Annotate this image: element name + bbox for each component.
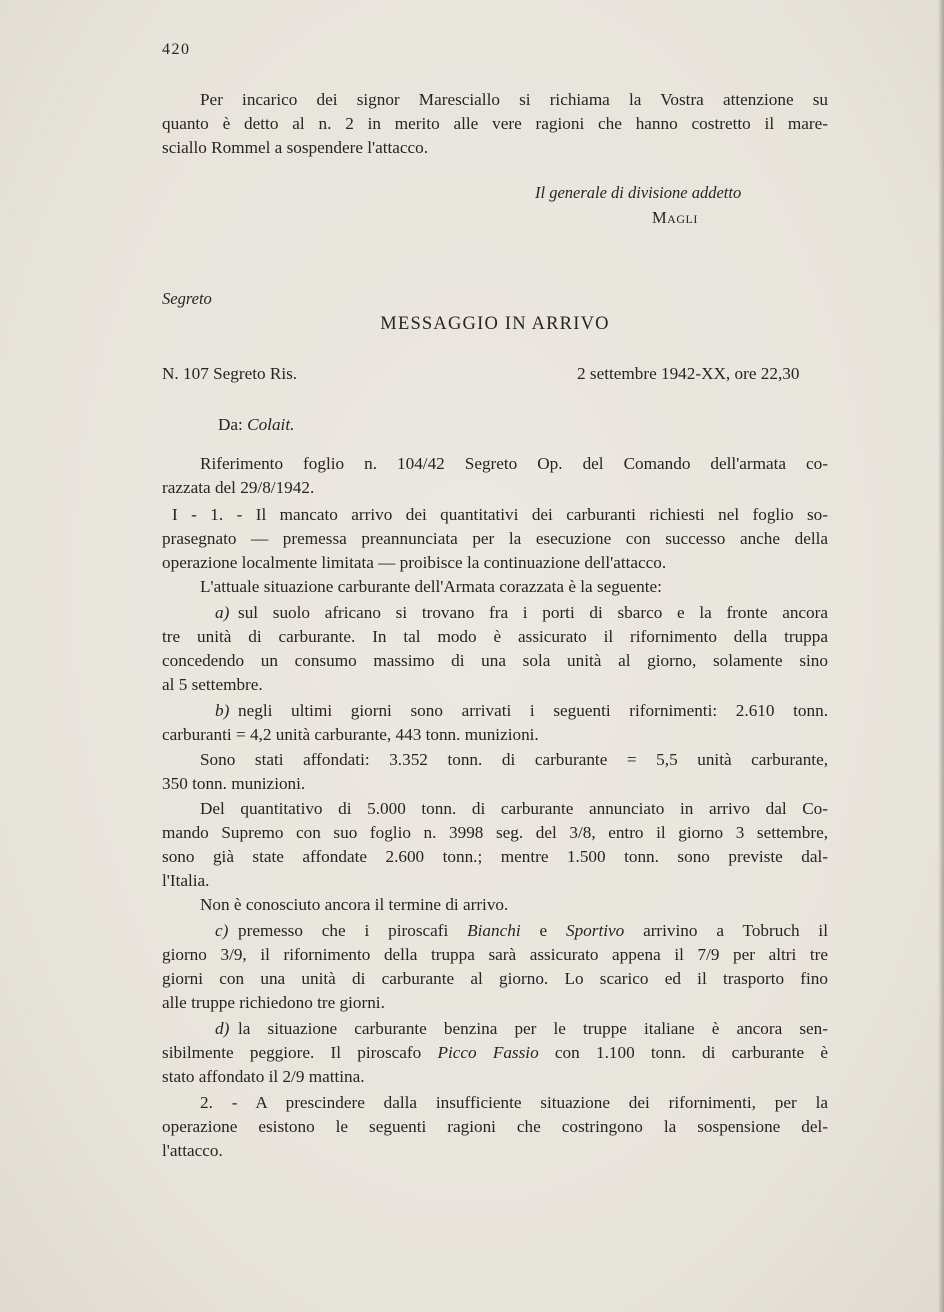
intro-line-3: sciallo Rommel a sospendere l'attacco. — [162, 138, 429, 157]
item-c-line-2: giorno 3/9, il rifornimento della truppa sarà assicurato appena il 7/9 per altri tre — [162, 945, 828, 964]
item-d-label: d) — [215, 1019, 230, 1038]
signature-role: Il generale di divisione addetto — [535, 183, 742, 202]
riferimento-line-1: Riferimento foglio n. 104/42 Segreto Op. del Comando dell'armata co- — [200, 454, 828, 473]
ship-picco-fassio: Picco Fassio — [437, 1043, 539, 1062]
signature-name: Magli — [652, 208, 698, 227]
final-line-1: 2. - A prescindere dalla insufficiente situazione dei rifornimenti, per la — [200, 1093, 828, 1112]
item-a-line-3: concedendo un consumo massimo di una sola unità al giorno, solamente sino — [162, 651, 828, 670]
item-c-line-3: giorni con una unità di carburante al giorno. Lo scarico ed il trasporto fino — [162, 969, 828, 988]
reference-number: N. 107 Segreto Ris. — [162, 364, 298, 383]
intro-line-2: quanto è detto al n. 2 in merito alle vere ragioni che hanno costretto il mare- — [162, 114, 828, 133]
item-c-line-1 — [238, 920, 828, 942]
classification-label: Segreto — [162, 289, 212, 308]
item-d-line-3: stato affondato il 2/9 mattina. — [162, 1067, 365, 1086]
item-c-text-pre: premesso che i piroscafi — [238, 921, 468, 940]
p1-line-3: operazione localmente limitata — proibisce la continuazione dell'attacco. — [162, 553, 667, 572]
message-date: 2 settembre 1942-XX, ore 22,30 — [577, 364, 800, 383]
item-b-line-2: carburanti = 4,2 unità carburante, 443 tonn. munizioni. — [162, 725, 539, 744]
quantitativo-line-1: Del quantitativo di 5.000 tonn. di carburante annunciato in arrivo dal Co- — [200, 799, 828, 818]
item-d-line-2 — [162, 1042, 828, 1064]
ship-bianchi: Bianchi — [467, 921, 521, 940]
item-c-label: c) — [215, 921, 229, 940]
item-d-text-pre: sibilmente peggiore. Il piroscafo — [162, 1043, 438, 1062]
affondati-line-2: 350 tonn. munizioni. — [162, 774, 306, 793]
affondati-line-1: Sono stati affondati: 3.352 tonn. di carburante = 5,5 unità carburante, — [200, 750, 828, 769]
item-b-line-1: negli ultimi giorni sono arrivati i seguenti rifornimenti: 2.610 tonn. — [238, 701, 828, 720]
item-a-line-1: sul suolo africano si trovano fra i porti di sbarco e la fronte ancora — [238, 603, 828, 622]
final-line-3: l'attacco. — [162, 1141, 223, 1160]
non-conosciuto-line: Non è conosciuto ancora il termine di arrivo. — [200, 895, 509, 914]
item-a-line-2: tre unità di carburante. In tal modo è assicurato il rifornimento della truppa — [162, 627, 828, 646]
p1-line-1: I - 1. - Il mancato arrivo dei quantitativi dei carburanti richiesti nel foglio so- — [172, 505, 828, 524]
riferimento-line-2: razzata del 29/8/1942. — [162, 478, 315, 497]
page-edge-shadow — [938, 0, 944, 1312]
item-a-line-4: al 5 settembre. — [162, 675, 263, 694]
sender-label: Da: — [218, 415, 243, 434]
quantitativo-line-2: mando Supremo con suo foglio n. 3998 seg. del 3/8, entro il giorno 3 settembre, — [162, 823, 828, 842]
item-b-label: b) — [215, 701, 230, 720]
item-d-line-1: la situazione carburante benzina per le truppe italiane è ancora sen- — [238, 1019, 828, 1038]
sender-name: Colait. — [247, 415, 295, 434]
sender-line — [218, 414, 294, 436]
page-number: 420 — [162, 41, 191, 58]
message-title: MESSAGGIO IN ARRIVO — [380, 314, 610, 334]
ship-sportivo: Sportivo — [565, 921, 625, 940]
quantitativo-line-4: l'Italia. — [162, 871, 210, 890]
p1-line-2: prasegnato — premessa preannunciata per la esecuzione con successo anche della — [162, 529, 828, 548]
item-c-line-4: alle truppe richiedono tre giorni. — [162, 993, 385, 1012]
final-line-2: operazione esistono le seguenti ragioni che costringono la sospensione del- — [162, 1117, 828, 1136]
item-a-label: a) — [215, 603, 230, 622]
paragraph-2: L'attuale situazione carburante dell'Armata corazzata è la seguente: — [200, 577, 662, 596]
item-c-text-post: arrivino a Tobruch il — [624, 921, 828, 940]
intro-line-1: Per incarico dei signor Maresciallo si richiama la Vostra attenzione su — [200, 90, 828, 109]
item-c-text-mid: e — [520, 921, 566, 940]
quantitativo-line-3: sono già state affondate 2.600 tonn.; mentre 1.500 tonn. sono previste dal- — [162, 847, 828, 866]
item-d-text-post: con 1.100 tonn. di carburante è — [538, 1043, 829, 1062]
